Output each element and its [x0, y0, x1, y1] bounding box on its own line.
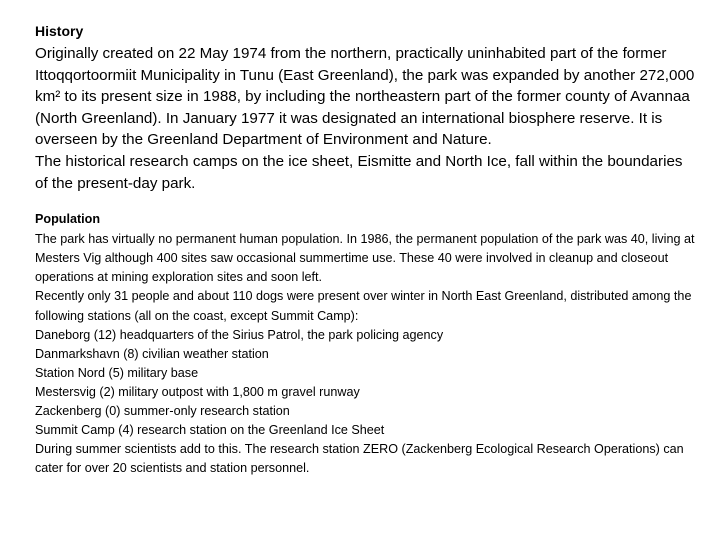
station-line: Station Nord (5) military base	[35, 365, 199, 380]
population-paragraph: Recently only 31 people and about 110 dogs were present over winter in North East Greenland, distributed among the following stations (all on the coast, except Summit Camp):	[35, 289, 692, 323]
station-line: Summit Camp (4) research station on the Greenland Ice Sheet	[35, 423, 385, 438]
history-heading: History	[35, 23, 84, 39]
population-section	[35, 211, 696, 478]
history-paragraph: Originally created on 22 May 1974 from the northern, practically uninhabited part of the former Ittoqqortoormiit Municipality in Tunu (East Greenland), the park was expanded by another 272,000 km² to its present size in 1988, by including the northeastern part of the former county of Avannaa (North Greenland). In January 1977 it was designated an international biosphere reserve. It is overseen by the Greenland Department of Environment and Nature.	[35, 45, 695, 149]
station-line: Daneborg (12) headquarters of the Sirius Patrol, the park policing agency	[35, 327, 444, 342]
population-heading: Population	[35, 212, 101, 227]
population-paragraph: The park has virtually no permanent human population. In 1986, the permanent population of the park was 40, living at Mesters Vig although 400 sites saw occasional summertime use. These 40 were involved in cleanup and closeout operations at mining exploration sites and soon left.	[35, 232, 695, 285]
population-paragraph: During summer scientists add to this. The research station ZERO (Zackenberg Ecological Research Operations) can cater for over 20 scientists and station personnel.	[35, 442, 684, 476]
station-line: Danmarkshavn (8) civilian weather station	[35, 346, 269, 361]
station-line: Zackenberg (0) summer-only research station	[35, 404, 290, 418]
history-section	[35, 22, 696, 194]
station-line: Mestersvig (2) military outpost with 1,800 m gravel runway	[35, 384, 360, 399]
history-paragraph: The historical research camps on the ice sheet, Eismitte and North Ice, fall within the boundaries of the present-day park.	[35, 152, 683, 192]
